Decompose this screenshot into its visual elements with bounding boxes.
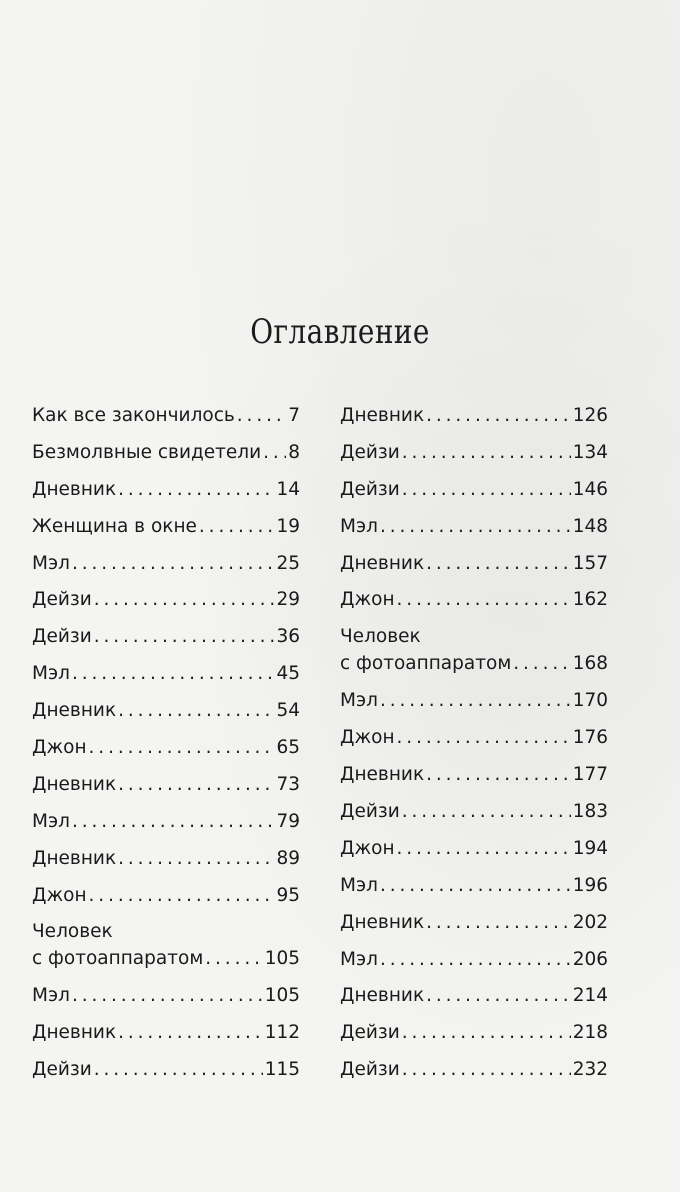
toc-entry-title: Дейзи bbox=[340, 1059, 400, 1081]
dot-leader bbox=[237, 405, 286, 427]
toc-entry bbox=[340, 553, 608, 590]
dot-leader bbox=[118, 479, 274, 501]
toc-entry bbox=[340, 838, 608, 875]
toc-entry bbox=[32, 885, 300, 922]
toc-entry-title: Дневник bbox=[32, 700, 117, 722]
dot-leader bbox=[72, 985, 263, 1007]
toc-page-number: 157 bbox=[572, 552, 608, 574]
toc-entry-title: Дневник bbox=[340, 552, 425, 574]
dot-leader bbox=[94, 589, 275, 611]
toc-entry bbox=[340, 875, 608, 912]
toc-page-number: 232 bbox=[572, 1059, 608, 1081]
toc-entry-title: Мэл bbox=[340, 515, 378, 537]
dot-leader bbox=[402, 1059, 571, 1081]
toc-page-number: 202 bbox=[572, 911, 608, 933]
toc-entry-title: Дейзи bbox=[32, 626, 92, 648]
toc-page-number: 105 bbox=[264, 948, 300, 970]
toc-page-number: 218 bbox=[572, 1022, 608, 1044]
dot-leader bbox=[205, 948, 262, 970]
dot-leader bbox=[380, 949, 571, 971]
toc-page-number: 8 bbox=[288, 441, 300, 463]
dot-leader bbox=[397, 727, 571, 749]
toc-entry-title: Мэл bbox=[32, 552, 70, 574]
toc-entry bbox=[340, 442, 608, 479]
toc-page-number: 25 bbox=[276, 552, 300, 574]
toc-entry-title: Дневник bbox=[32, 478, 117, 500]
toc-page-number: 29 bbox=[276, 589, 300, 611]
dot-leader bbox=[72, 663, 275, 685]
toc-page-number: 177 bbox=[572, 764, 608, 786]
toc-entry-title: Дневник bbox=[340, 911, 425, 933]
toc-entry bbox=[32, 405, 300, 442]
dot-leader bbox=[426, 764, 571, 786]
toc-column-right bbox=[340, 405, 608, 1096]
page-title: Оглавление bbox=[250, 312, 430, 352]
toc-page-number: 170 bbox=[572, 690, 608, 712]
toc-page-number: 146 bbox=[572, 478, 608, 500]
toc-entry bbox=[32, 1022, 300, 1059]
dot-leader bbox=[426, 553, 571, 575]
dot-leader bbox=[94, 1059, 263, 1081]
dot-leader bbox=[426, 985, 571, 1007]
toc-entry bbox=[32, 663, 300, 700]
toc-page-number: 194 bbox=[572, 837, 608, 859]
toc-page-number: 206 bbox=[572, 948, 608, 970]
dot-leader bbox=[380, 690, 571, 712]
toc-entry bbox=[32, 516, 300, 553]
toc-entry-title: с фотоаппаратом bbox=[340, 653, 512, 675]
toc-page-number: 54 bbox=[276, 700, 300, 722]
toc-page-number: 196 bbox=[572, 874, 608, 896]
toc-entry-title: Мэл bbox=[32, 663, 70, 685]
toc-entry bbox=[32, 442, 300, 479]
toc-page-number: 79 bbox=[276, 810, 300, 832]
dot-leader bbox=[118, 774, 274, 796]
toc-entry bbox=[32, 848, 300, 885]
toc-entry-title: Дневник bbox=[32, 773, 117, 795]
dot-leader bbox=[513, 653, 570, 675]
toc-entry bbox=[32, 774, 300, 811]
dot-leader bbox=[397, 589, 571, 611]
toc-entry bbox=[340, 801, 608, 838]
dot-leader bbox=[199, 516, 275, 538]
toc-page-number: 115 bbox=[264, 1059, 300, 1081]
toc-entry bbox=[32, 700, 300, 737]
toc-page-number: 126 bbox=[572, 405, 608, 426]
toc-page-number: 36 bbox=[276, 626, 300, 648]
dot-leader bbox=[380, 875, 571, 897]
toc-entry bbox=[340, 727, 608, 764]
toc-page-number: 105 bbox=[264, 985, 300, 1007]
dot-leader bbox=[118, 700, 274, 722]
toc-entry-title-line1: Человек bbox=[340, 626, 421, 648]
toc-entry-title: Дейзи bbox=[32, 1059, 92, 1081]
toc-entry bbox=[32, 553, 300, 590]
toc-entry-title: Мэл bbox=[340, 948, 378, 970]
dot-leader bbox=[380, 516, 571, 538]
toc-entry-title: Женщина в окне bbox=[32, 515, 197, 537]
toc-entry-title: Безмолвные свидетели bbox=[32, 441, 262, 463]
toc-page-number: 168 bbox=[572, 653, 608, 675]
toc-entry-title: Джон bbox=[32, 737, 87, 759]
toc-entry-title: Мэл bbox=[32, 985, 70, 1007]
dot-leader bbox=[397, 838, 571, 860]
toc-page-number: 89 bbox=[276, 847, 300, 869]
toc-entry bbox=[340, 690, 608, 727]
toc-entry-title: Дневник bbox=[340, 764, 425, 786]
toc-entry-title: с фотоаппаратом bbox=[32, 948, 204, 970]
toc-page-number: 19 bbox=[276, 515, 300, 537]
dot-leader bbox=[263, 442, 286, 464]
dot-leader bbox=[89, 885, 275, 907]
toc-page-number: 183 bbox=[572, 801, 608, 823]
toc-entry bbox=[32, 589, 300, 626]
dot-leader bbox=[72, 553, 275, 575]
toc-page-number: 148 bbox=[572, 515, 608, 537]
toc-entry bbox=[340, 479, 608, 516]
toc-entry-title: Дневник bbox=[32, 847, 117, 869]
toc-page-number: 7 bbox=[288, 405, 300, 426]
toc-page-number: 73 bbox=[276, 773, 300, 795]
toc-page-number: 214 bbox=[572, 985, 608, 1007]
toc-entry-title: Дейзи bbox=[340, 441, 400, 463]
toc-entry-title: Мэл bbox=[32, 810, 70, 832]
toc-entry bbox=[32, 737, 300, 774]
dot-leader bbox=[118, 848, 274, 870]
dot-leader bbox=[118, 1022, 263, 1044]
toc-page-number: 95 bbox=[276, 884, 300, 906]
toc-entry-title: Джон bbox=[32, 884, 87, 906]
toc-entry bbox=[340, 405, 608, 442]
dot-leader bbox=[426, 405, 571, 427]
toc-entry bbox=[340, 1059, 608, 1096]
toc-entry bbox=[32, 921, 300, 985]
toc-entry bbox=[32, 811, 300, 848]
toc-entry bbox=[340, 912, 608, 949]
toc-entry bbox=[32, 626, 300, 663]
dot-leader bbox=[426, 912, 571, 934]
toc-column-left bbox=[32, 405, 300, 1096]
dot-leader bbox=[72, 811, 275, 833]
toc-entry-title: Джон bbox=[340, 589, 395, 611]
toc-entry bbox=[32, 1059, 300, 1096]
toc-page-number: 14 bbox=[276, 478, 300, 500]
toc-page-number: 45 bbox=[276, 663, 300, 685]
dot-leader bbox=[89, 737, 275, 759]
toc-entry-title: Джон bbox=[340, 837, 395, 859]
toc-entry bbox=[340, 1022, 608, 1059]
dot-leader bbox=[402, 442, 571, 464]
toc-entry bbox=[340, 589, 608, 626]
dot-leader bbox=[94, 626, 275, 648]
toc-entry-title: Мэл bbox=[340, 690, 378, 712]
toc-entry-title: Как все закончилось bbox=[32, 405, 235, 426]
toc-entry-title: Дейзи bbox=[340, 1022, 400, 1044]
toc-entry bbox=[32, 985, 300, 1022]
toc-page-number: 162 bbox=[572, 589, 608, 611]
dot-leader bbox=[402, 479, 571, 501]
toc-entry-title: Дейзи bbox=[340, 478, 400, 500]
toc-entry-title: Дейзи bbox=[340, 801, 400, 823]
toc-entry-title: Джон bbox=[340, 727, 395, 749]
dot-leader bbox=[402, 801, 571, 823]
toc-page-number: 65 bbox=[276, 737, 300, 759]
toc-entry bbox=[340, 764, 608, 801]
toc-entry-title: Дневник bbox=[340, 985, 425, 1007]
toc-entry bbox=[340, 985, 608, 1022]
toc-entry bbox=[340, 949, 608, 986]
toc-entry-title-line1: Человек bbox=[32, 921, 113, 943]
dot-leader bbox=[402, 1022, 571, 1044]
toc-entry-title: Дейзи bbox=[32, 589, 92, 611]
toc-page-number: 112 bbox=[264, 1022, 300, 1044]
toc-page-number: 176 bbox=[572, 727, 608, 749]
toc-entry-title: Дневник bbox=[340, 405, 425, 426]
toc-entry-title: Дневник bbox=[32, 1022, 117, 1044]
toc-entry bbox=[340, 626, 608, 690]
toc-entry bbox=[32, 479, 300, 516]
toc-entry-title: Мэл bbox=[340, 874, 378, 896]
toc-entry bbox=[340, 516, 608, 553]
toc-page-number: 134 bbox=[572, 441, 608, 463]
